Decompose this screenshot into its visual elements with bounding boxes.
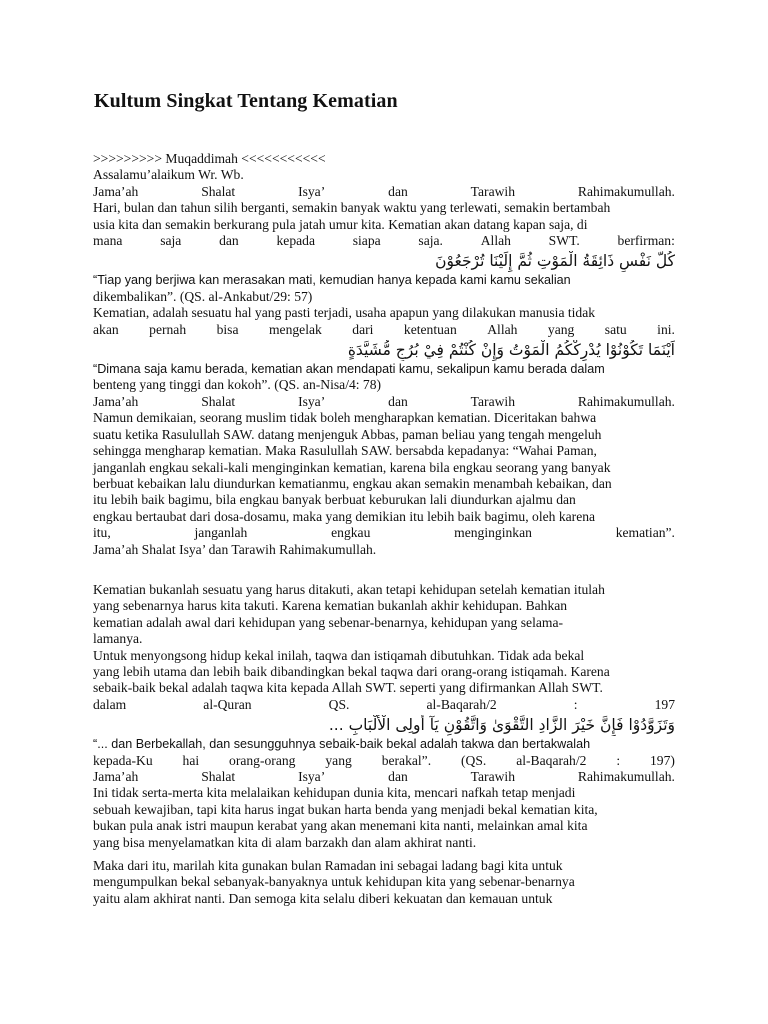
word: Rahimakumullah. bbox=[577, 393, 675, 409]
translation-line: “Dimana saja kamu berada, kematian akan mendapati kamu, sekalipun kamu berada dalam bbox=[93, 362, 605, 377]
word: dari bbox=[352, 321, 374, 337]
word: dan bbox=[388, 769, 408, 784]
word: (QS. bbox=[461, 752, 487, 768]
word: itu, bbox=[93, 525, 111, 541]
justified-line bbox=[93, 184, 675, 200]
text-line: mengumpulkan bekal sebanyak-banyaknya untuk kehidupan kita yang sebenar-benarnya bbox=[93, 874, 575, 890]
word: Shalat bbox=[201, 769, 236, 784]
word: Isya’ bbox=[298, 393, 326, 409]
word: Jama’ah bbox=[93, 769, 139, 784]
document-title: Kultum Singkat Tentang Kematian bbox=[94, 90, 398, 112]
word: SWT. bbox=[548, 233, 580, 249]
word: yang bbox=[547, 321, 575, 337]
word: Tarawih bbox=[470, 393, 516, 409]
word: kepada-Ku bbox=[93, 752, 153, 768]
justified-line bbox=[93, 753, 675, 769]
translation-line: “Tiap yang berjiwa kan merasakan mati, kemudian hanya kepada kami kamu sekalian bbox=[93, 273, 571, 288]
text-line: dikembalikan”. (QS. al-Ankabut/29: 57) bbox=[93, 288, 313, 304]
word: al-Quran bbox=[203, 696, 252, 712]
text-line: kematian adalah awal dari kehidupan yang sebenar-benarnya, kehidupan yang selama- bbox=[93, 614, 564, 630]
word: menginginkan bbox=[454, 525, 532, 541]
word: Isya’ bbox=[298, 183, 326, 199]
word: dan bbox=[219, 233, 239, 249]
word: mengelak bbox=[268, 321, 322, 337]
word: 197) bbox=[649, 752, 675, 768]
word: berakal”. bbox=[381, 752, 432, 768]
word: Rahimakumullah. bbox=[577, 769, 675, 784]
word: dan bbox=[388, 183, 408, 199]
word: orang-orang bbox=[229, 752, 296, 768]
text-line: yang sebenarnya harus kita takuti. Karena kematian bukanlah akhir kehidupan. Bahkan bbox=[93, 598, 568, 614]
text-line: Assalamu’alaikum Wr. Wb. bbox=[93, 167, 244, 183]
arabic-verse: كُلُّ نَفْسٍ ذَائِقَةُ الْمَوْتِ ثُمَّ إِلَيْنَا تُرْجَعُوْنَ bbox=[435, 252, 675, 271]
text-line: bukan pula anak istri maupun kerabat yang akan menemani kita nanti, melainkan amal kita bbox=[93, 818, 588, 834]
word: Jama’ah bbox=[93, 393, 139, 409]
word: 197 bbox=[654, 696, 675, 712]
word: Rahimakumullah. bbox=[577, 183, 675, 199]
text-line: sebuah kewajiban, tapi kita harus ingat bukan harta benda yang menjadi bekal kematian kita, bbox=[93, 801, 598, 817]
word: hai bbox=[182, 752, 200, 768]
text-line: yaitu alam akhirat nanti. Dan semoga kita selalu diberi kekuatan dan kemauan untuk bbox=[93, 890, 553, 906]
word: kematian”. bbox=[615, 525, 675, 541]
word: ketentuan bbox=[403, 321, 457, 337]
arabic-verse: وَتَزَوَّدُوْا فَإِنَّ خَيْرَ الزَّادِ التَّقْوَىٰ وَاتَّقُوْنِ يَآ أُولِى الْأَلْبَابِ ... bbox=[328, 716, 675, 735]
text-line: yang lebih utama dan lebih baik dibandingkan bekal taqwa dari orang-orang istiqamah. Karena bbox=[93, 663, 610, 679]
word: pernah bbox=[149, 321, 187, 337]
text-line: Maka dari itu, marilah kita gunakan bulan Ramadan ini sebagai ladang bagi kita untuk bbox=[93, 858, 563, 874]
text-line: Kematian, adalah sesuatu hal yang pasti terjadi, usaha apapun yang dilakukan manusia tidak bbox=[93, 305, 596, 321]
text-line: janganlah engkau sekali-kali menginginkan kematian, karena bila engkau seorang yang banyak bbox=[93, 459, 611, 475]
text-line: sehingga mengharap kematian. Maka Rasulullah SAW. bersabda kepadanya: “Wahai Paman, bbox=[93, 443, 597, 459]
word: al-Baqarah/2 bbox=[426, 696, 497, 712]
justified-line bbox=[93, 769, 675, 785]
word: dan bbox=[388, 393, 408, 409]
word: Allah bbox=[487, 321, 518, 337]
translation-line: “... dan Berbekallah, dan sesungguhnya sebaik-baik bekal adalah takwa dan bertakwalah bbox=[93, 737, 591, 752]
text-line: itu lebih baik bagimu, bila engkau banyak berbuat keburukan lali diundurkan ajalmu dan bbox=[93, 492, 576, 508]
arabic-verse: اَيْنَمَا تَكُوْنُوْا يُدْرِكْكُمُ الْمَوْتُ وَإِنْ كُنْتُمْ فِيْ بُرُجٍ مُّشَيَّدَةٍ bbox=[347, 341, 675, 360]
text-line: berbuat kebaikan lalu diundurkan kematianmu, engkau akan semakin menambah kebaikan, dan bbox=[93, 475, 612, 491]
word: Isya’ bbox=[298, 769, 326, 784]
word: berfirman: bbox=[617, 233, 675, 249]
word: siapa bbox=[352, 233, 381, 249]
justified-line bbox=[93, 525, 675, 541]
word: : bbox=[573, 696, 578, 712]
justified-line bbox=[93, 322, 675, 338]
text-line: Untuk menyongsong hidup kekal inilah, taqwa dan istiqamah dibutuhkan. Tidak ada bekal bbox=[93, 647, 585, 663]
word: akan bbox=[93, 321, 119, 337]
word: saja bbox=[160, 233, 182, 249]
text-line: sebaik-baik bekal adalah taqwa kita kepada Allah SWT. seperti yang difirmankan Allah SWT. bbox=[93, 680, 603, 696]
word: Tarawih bbox=[470, 769, 516, 784]
word: satu bbox=[604, 321, 627, 337]
word: engkau bbox=[331, 525, 371, 541]
justified-line bbox=[93, 697, 675, 713]
word: Tarawih bbox=[470, 183, 516, 199]
paragraph-gap bbox=[93, 851, 675, 858]
justified-line bbox=[93, 394, 675, 410]
word: QS. bbox=[328, 696, 350, 712]
word: dalam bbox=[93, 696, 127, 712]
word: Jama’ah bbox=[93, 183, 139, 199]
word: kepada bbox=[276, 233, 315, 249]
word: al-Baqarah/2 bbox=[516, 752, 587, 768]
word: : bbox=[616, 752, 621, 768]
word: Allah bbox=[480, 233, 511, 249]
text-line: Kematian bukanlah sesuatu yang harus ditakuti, akan tetapi kehidupan setelah kematian itulah bbox=[93, 581, 605, 597]
word: saja. bbox=[418, 233, 443, 249]
text-line: suatu ketika Rasulullah SAW. datang menjenguk Abbas, paman beliau yang tengah mengeluh bbox=[93, 426, 602, 442]
text-line: lamanya. bbox=[93, 631, 143, 647]
text-line: engkau bertaubat dari dosa-dosamu, maka yang demikian itu lebih baik bagimu, oleh karena bbox=[93, 508, 596, 524]
text-line: Ini tidak serta-merta kita melalaikan kehidupan dunia kita, mencari nafkah tetap menjadi bbox=[93, 785, 576, 801]
text-line: Namun demikaian, seorang muslim tidak boleh mengharapkan kematian. Diceritakan bahwa bbox=[93, 410, 597, 426]
word: yang bbox=[325, 752, 352, 768]
justified-line bbox=[93, 233, 675, 249]
word: bisa bbox=[216, 321, 239, 337]
word: ini. bbox=[657, 321, 675, 337]
document-body bbox=[93, 151, 675, 907]
text-line: Jama’ah Shalat Isya’ dan Tarawih Rahimakumullah. bbox=[93, 541, 377, 557]
paragraph-gap bbox=[93, 558, 675, 582]
text-line: yang bisa menyelamatkan kita di alam barzakh dan alam akhirat nanti. bbox=[93, 834, 477, 850]
text-line: Hari, bulan dan tahun silih berganti, semakin banyak waktu yang terlewati, semakin bertambah bbox=[93, 200, 611, 216]
text-line: usia kita dan semakin berkurang pula jatah umur kita. Kematian akan datang kapan saja, di bbox=[93, 216, 588, 232]
word: mana bbox=[93, 233, 123, 249]
section-heading: >>>>>>>>> Muqaddimah <<<<<<<<<<< bbox=[93, 151, 326, 166]
word: Shalat bbox=[201, 393, 236, 409]
word: janganlah bbox=[194, 525, 248, 541]
word: Shalat bbox=[201, 183, 236, 199]
text-line: benteng yang tinggi dan kokoh”. (QS. an-Nisa/4: 78) bbox=[93, 377, 382, 393]
